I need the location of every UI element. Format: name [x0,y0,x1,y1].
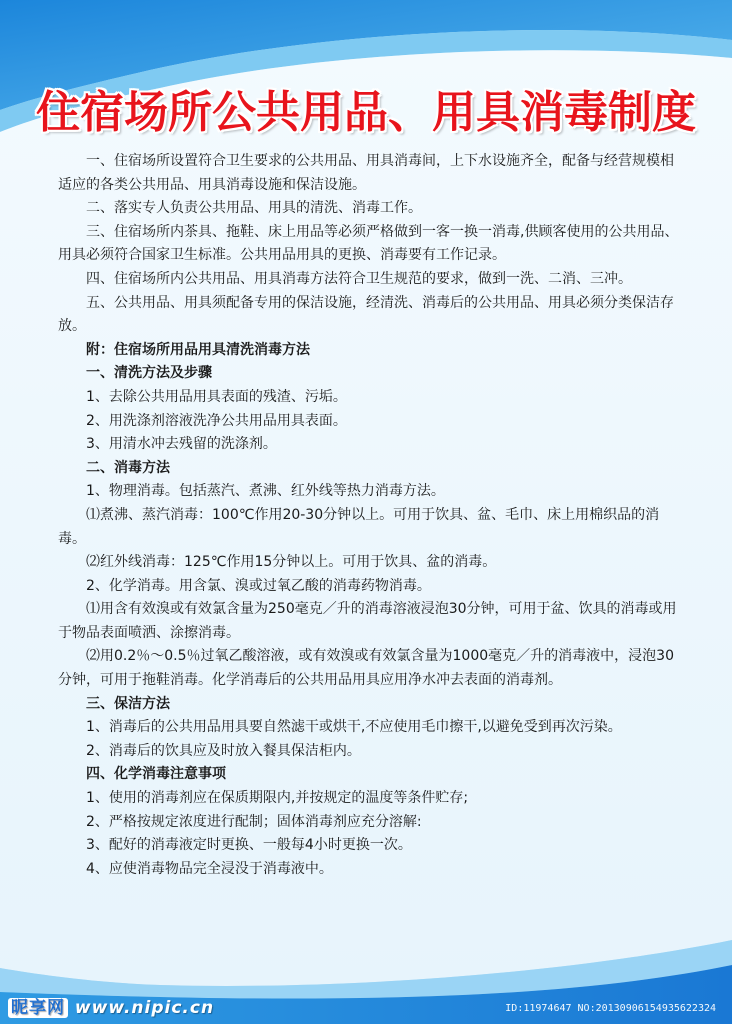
paragraph: ⑵红外线消毒：125℃作用15分钟以上。可用于饮具、盆的消毒。 [86,554,497,571]
paragraph: ⑵用0.2％～0.5％过氧乙酸溶液，或有效溴或有效氯含量为1000毫克／升的消毒液中，浸泡30分钟，可用于拖鞋消毒。化学消毒后的公共用品用具应用净水冲去表面的消毒剂。 [58,648,674,689]
paragraph: 1、去除公共用品用具表面的残渣、污垢。 [86,388,347,405]
paragraph: 1、消毒后的公共用品用具要自然滤干或烘干,不应使用毛巾擦干,以避免受到再次污染。 [86,719,622,736]
section-heading: 四、化学消毒注意事项 [86,766,226,783]
image-id: ID:11974647 NO:20130906154935622324 [505,1003,716,1014]
paragraph: 2、化学消毒。用含氯、溴或过氧乙酸的消毒药物消毒。 [86,577,431,594]
paragraph: 一、住宿场所设置符合卫生要求的公共用品、用具消毒间，上下水设施齐全，配备与经营规模相适应的各类公共用品、用具消毒设施和保洁设施。 [58,153,674,193]
paragraph: 1、物理消毒。包括蒸汽、煮沸、红外线等热力消毒方法。 [86,483,445,500]
paragraph: 二、落实专人负责公共用品、用具的清洗、消毒工作。 [86,200,422,217]
paragraph: 五、公共用品、用具须配备专用的保洁设施，经清洗、消毒后的公共用品、用具必须分类保洁存放。 [58,294,674,335]
section-heading: 二、消毒方法 [86,459,170,476]
paragraph: ⑴用含有效溴或有效氯含量为250毫克／升的消毒溶液浸泡30分钟，可用于盆、饮具的消毒或用于物品表面喷洒、涂擦消毒。 [58,601,677,641]
section-heading: 附：住宿场所用品用具清洗消毒方法 [86,341,310,358]
paragraph: 四、住宿场所内公共用品、用具消毒方法符合卫生规范的要求，做到一洗、二消、三冲。 [86,270,632,287]
regulation-body [58,150,684,881]
site-logo [8,993,214,1018]
section-heading: 三、保洁方法 [86,695,170,712]
site-url: www.nipic.cn [74,998,215,1018]
poster-title: 住宿场所公共用品、用具消毒制度 [36,87,696,138]
logo-text: 昵享网 [8,998,68,1018]
paragraph: 3、配好的消毒液定时更换、一般每4小时更换一次。 [86,837,412,854]
paragraph: 4、应使消毒物品完全浸没于消毒液中。 [86,860,333,877]
paragraph: 2、严格按规定浓度进行配制；固体消毒剂应充分溶解: [86,813,422,830]
paragraph: 1、使用的消毒剂应在保质期限内,并按规定的温度等条件贮存; [86,790,469,807]
paragraph: 2、用洗涤剂溶液洗净公共用品用具表面。 [86,412,347,429]
paragraph: 3、用清水冲去残留的洗涤剂。 [86,436,277,453]
paragraph: ⑴煮沸、蒸汽消毒：100℃作用20-30分钟以上。可用于饮具、盆、毛巾、床上用棉织品的消毒。 [58,506,660,547]
paragraph: 三、住宿场所内茶具、拖鞋、床上用品等必须严格做到一客一换一消毒,供顾客使用的公共用品、用具必须符合国家卫生标准。公共用品用具的更换、消毒要有工作记录。 [58,223,679,264]
paragraph: 2、消毒后的饮具应及时放入餐具保洁柜内。 [86,742,361,759]
watermark-footer [0,990,732,1024]
section-heading: 一、清洗方法及步骤 [86,365,212,382]
